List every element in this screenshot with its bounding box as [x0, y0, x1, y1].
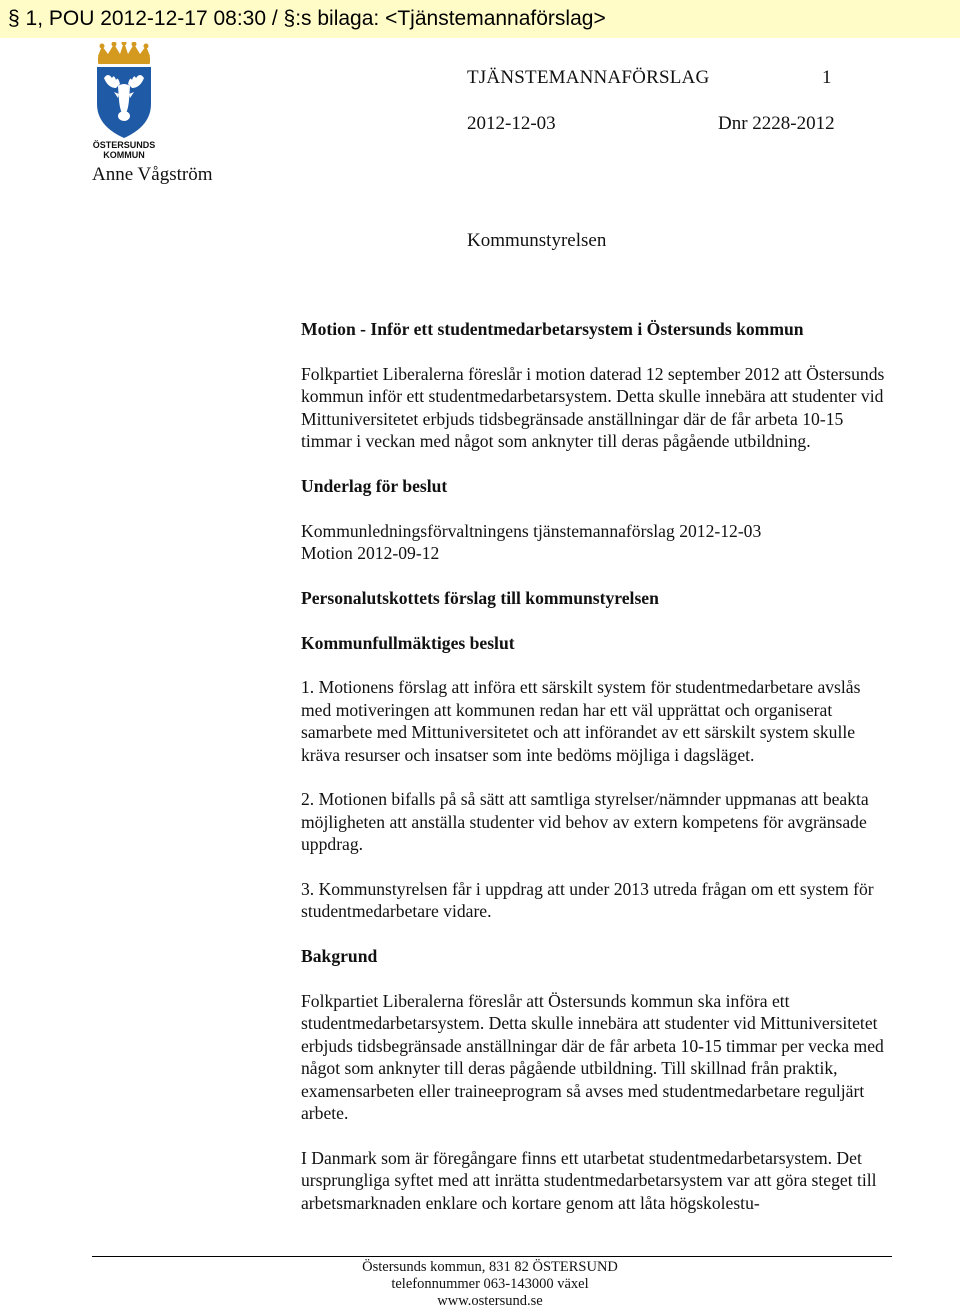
underlag-item: Kommunledningsförvaltningens tjänstemannaförslag 2012-12-03 — [301, 520, 762, 541]
doc-date: 2012-12-03 — [467, 113, 556, 134]
decision-item: 2. Motionen bifalls på så sätt att samtliga styrelser/nämnder uppmanas att beakta möjligheten att anställa studenter vid behov av extern kompetens för avgränsade uppdrag. — [301, 789, 869, 855]
personal-heading: Personalutskottets förslag till kommunstyrelsen — [301, 587, 659, 608]
footer — [300, 1259, 680, 1310]
fullmaktige-heading: Kommunfullmäktiges beslut — [301, 632, 515, 653]
page-number: 1 — [822, 67, 832, 88]
agenda-banner — [0, 0, 960, 38]
footer-web: www.ostersund.se — [437, 1293, 543, 1309]
bakgrund-paragraph: I Danmark som är föregångare finns ett utarbetat studentmedarbetarsystem. Det ursprungliga syftet med att inrätta studentmedarbetarsystem var att göra steget till arbetsmarknaden enklare och kortare genom att låta högskolestu- — [301, 1147, 877, 1213]
underlag-heading: Underlag för beslut — [301, 475, 448, 496]
decision-item: 1. Motionens förslag att införa ett särskilt system för studentmedarbetare avslås med motiveringen att kommunen redan har ett väl upprättat och organiserat samarbete med Mittuniversitetet och att införandet av ett särskilt system skulle kräva resurser och insatser som inte bedöms möjliga i dagsläget. — [301, 677, 861, 765]
bakgrund-heading: Bakgrund — [301, 946, 378, 967]
banner-text: § 1, POU 2012-12-17 08:30 / §:s bilaga: <Tjänstemannaförslag> — [8, 7, 606, 30]
footer-address: Östersunds kommun, 831 82 ÖSTERSUND — [362, 1259, 618, 1275]
recipient: Kommunstyrelsen — [467, 230, 607, 251]
intro-paragraph: Folkpartiet Liberalerna föreslår i motion daterad 12 september 2012 att Östersunds kommun inför ett studentmedarbetarsystem. Detta skulle innebära att studenter vid Mittuniversitetet erbjuds tidsbegränsade anställningar där de får arbeta 10-15 timmar i veckan med något som anknyter till deras pågående utbildning. — [301, 363, 885, 452]
bakgrund-paragraph: Folkpartiet Liberalerna föreslår att Östersunds kommun ska införa ett studentmedarbetarsystem. Detta skulle innebära att studenter vid Mittuniversitetet erbjuds tidsbegränsade anställningar där de får arbeta 10-15 timmar per vecka med något som anknyter till deras pågående utbildning. Till skillnad från praktik, examensarbeten eller traineeprogram så avses med studentmedarbetare reguljärt arbete. — [301, 991, 884, 1124]
doc-title: Motion - Inför ett studentmedarbetarsystem i Östersunds kommun — [301, 319, 804, 339]
underlag-item: Motion 2012-09-12 — [301, 543, 440, 564]
decision-item: 3. Kommunstyrelsen får i uppdrag att under 2013 utreda frågan om ett system för studentmedarbetare vidare. — [301, 879, 874, 922]
author: Anne Vågström — [92, 164, 213, 185]
doc-type: TJÄNSTEMANNAFÖRSLAG — [467, 67, 710, 88]
document-body — [301, 318, 893, 1214]
logo-line2: KOMMUN — [103, 150, 145, 160]
doc-dnr: Dnr 2228-2012 — [718, 113, 835, 134]
footer-divider — [92, 1256, 892, 1257]
logo-line1: ÖSTERSUNDS — [92, 140, 156, 150]
moose-shield-icon — [92, 42, 156, 160]
footer-phone: telefonnummer 063-143000 växel — [391, 1276, 589, 1292]
